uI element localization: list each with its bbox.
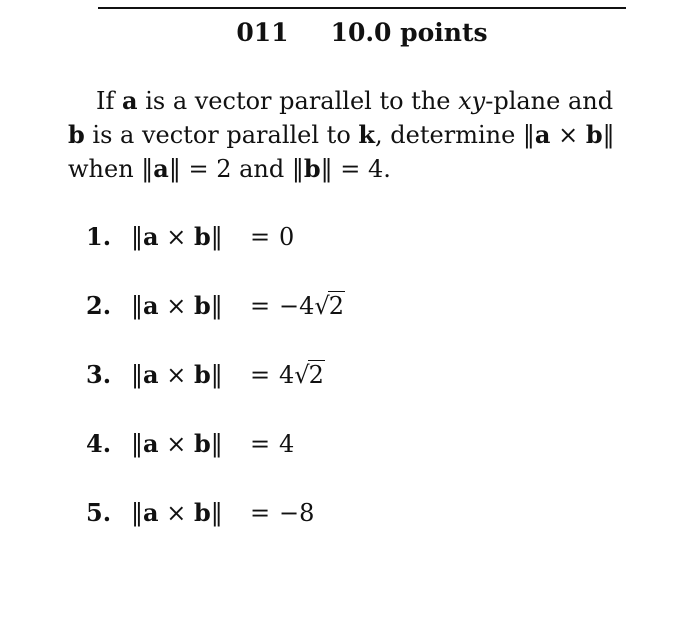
question-line-1: If a is a vector parallel to the xy-plane and bbox=[96, 86, 614, 115]
problem-points: 10.0 points bbox=[330, 18, 488, 47]
question-line-2: b is a vector parallel to k, determine ‖a × b‖ bbox=[68, 120, 615, 149]
choice-value: −8 bbox=[279, 499, 315, 527]
choice-expression: ‖a × b‖ bbox=[131, 360, 223, 389]
choice-value: 4 bbox=[279, 430, 295, 458]
answer-choices bbox=[86, 220, 345, 565]
question-text bbox=[68, 84, 648, 186]
square-root: √2 bbox=[314, 292, 344, 320]
choice-value: 0 bbox=[279, 223, 295, 251]
equals-sign: = bbox=[249, 292, 271, 320]
equals-sign: = bbox=[249, 223, 271, 251]
top-rule bbox=[98, 7, 626, 9]
choice-4[interactable] bbox=[86, 427, 345, 461]
choice-expression: ‖a × b‖ bbox=[131, 429, 223, 458]
choice-expression: ‖a × b‖ bbox=[131, 222, 223, 251]
choice-value: −4√2 bbox=[279, 289, 345, 323]
square-root: √2 bbox=[294, 361, 324, 389]
problem-number: 011 bbox=[236, 18, 289, 47]
choice-5[interactable] bbox=[86, 496, 345, 530]
choice-number: 2. bbox=[86, 291, 112, 320]
choice-expression: ‖a × b‖ bbox=[131, 498, 223, 527]
choice-expression: ‖a × b‖ bbox=[131, 291, 223, 320]
choice-2[interactable] bbox=[86, 289, 345, 323]
equals-sign: = bbox=[249, 430, 271, 458]
question-line-3: when ‖a‖ = 2 and ‖b‖ = 4. bbox=[68, 154, 391, 183]
choice-number: 1. bbox=[86, 222, 112, 251]
problem-header bbox=[98, 17, 626, 49]
choice-1[interactable] bbox=[86, 220, 345, 254]
choice-number: 4. bbox=[86, 429, 112, 458]
choice-value: 4√2 bbox=[279, 358, 325, 392]
choice-number: 5. bbox=[86, 498, 112, 527]
equals-sign: = bbox=[249, 361, 271, 389]
equals-sign: = bbox=[249, 499, 271, 527]
choice-number: 3. bbox=[86, 360, 112, 389]
choice-3[interactable] bbox=[86, 358, 345, 392]
